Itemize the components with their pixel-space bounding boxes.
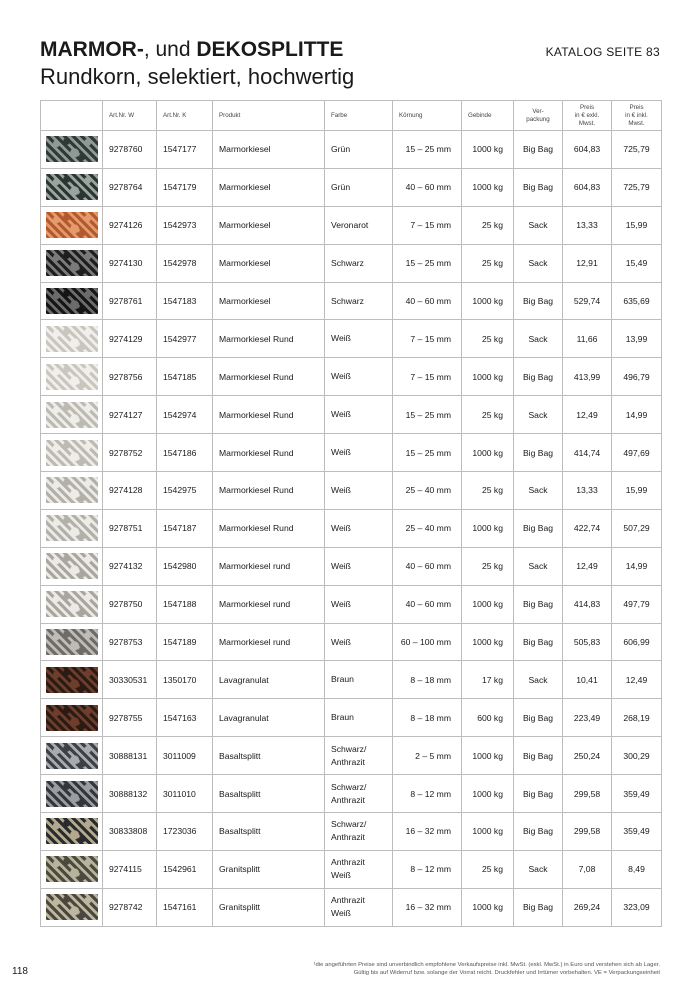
- header-preis-exkl: Preis in € exkl. Mwst.: [563, 101, 612, 131]
- cell-preis-exkl: 413,99: [563, 358, 612, 396]
- cell-artnr-w: 9274127: [103, 396, 157, 434]
- cell-koernung: 7 – 15 mm: [393, 358, 462, 396]
- cell-produkt: Basaltsplitt: [213, 775, 325, 813]
- cell-product-image: [41, 699, 103, 737]
- cell-product-image: [41, 661, 103, 699]
- cell-koernung: 8 – 18 mm: [393, 699, 462, 737]
- cell-preis-exkl: 604,83: [563, 168, 612, 206]
- cell-preis-inkl: 15,49: [612, 244, 662, 282]
- cell-artnr-k: 1547179: [157, 168, 213, 206]
- cell-farbe: Grün: [325, 131, 393, 169]
- cell-farbe: Schwarz: [325, 282, 393, 320]
- cell-produkt: Marmorkiesel: [213, 282, 325, 320]
- cell-koernung: 2 – 5 mm: [393, 737, 462, 775]
- cell-farbe: Weiß: [325, 623, 393, 661]
- page-title: [40, 38, 343, 62]
- cell-artnr-k: 1542977: [157, 320, 213, 358]
- cell-preis-exkl: 604,83: [563, 131, 612, 169]
- cell-produkt: Basaltsplitt: [213, 737, 325, 775]
- cell-preis-exkl: 250,24: [563, 737, 612, 775]
- page-subtitle: Rundkorn, selektiert, hochwertig: [40, 64, 355, 89]
- product-swatch-image: [46, 212, 98, 238]
- cell-produkt: Granitsplitt: [213, 888, 325, 926]
- cell-preis-exkl: 223,49: [563, 699, 612, 737]
- cell-preis-exkl: 13,33: [563, 206, 612, 244]
- header-image: [41, 101, 103, 131]
- cell-preis-exkl: 10,41: [563, 661, 612, 699]
- cell-koernung: 16 – 32 mm: [393, 888, 462, 926]
- cell-artnr-k: 1542973: [157, 206, 213, 244]
- cell-preis-inkl: 725,79: [612, 168, 662, 206]
- footnote: [190, 961, 660, 977]
- cell-gebinde: 17 kg: [462, 661, 514, 699]
- cell-verpackung: Big Bag: [514, 585, 563, 623]
- cell-preis-inkl: 507,29: [612, 509, 662, 547]
- header-gebinde: Gebinde: [462, 101, 514, 131]
- product-swatch-image: [46, 402, 98, 428]
- cell-preis-exkl: 414,83: [563, 585, 612, 623]
- product-swatch-image: [46, 136, 98, 162]
- cell-farbe: Grün: [325, 168, 393, 206]
- cell-farbe: Schwarz: [325, 244, 393, 282]
- cell-artnr-w: 9278750: [103, 585, 157, 623]
- header-artnr-k: Art.Nr. K: [157, 101, 213, 131]
- cell-koernung: 60 – 100 mm: [393, 623, 462, 661]
- cell-product-image: [41, 813, 103, 851]
- product-swatch-image: [46, 553, 98, 579]
- cell-artnr-w: 9278756: [103, 358, 157, 396]
- cell-produkt: Marmorkiesel: [213, 131, 325, 169]
- cell-verpackung: Sack: [514, 206, 563, 244]
- cell-verpackung: Big Bag: [514, 737, 563, 775]
- cell-artnr-k: 1350170: [157, 661, 213, 699]
- header-artnr-w: Art.Nr. W: [103, 101, 157, 131]
- cell-koernung: 15 – 25 mm: [393, 396, 462, 434]
- cell-koernung: 15 – 25 mm: [393, 434, 462, 472]
- cell-gebinde: 1000 kg: [462, 358, 514, 396]
- cell-koernung: 8 – 12 mm: [393, 775, 462, 813]
- cell-produkt: Marmorkiesel Rund: [213, 509, 325, 547]
- title-connector: , und: [143, 38, 197, 61]
- cell-verpackung: Big Bag: [514, 131, 563, 169]
- table-row: [41, 282, 662, 320]
- cell-artnr-k: 3011009: [157, 737, 213, 775]
- cell-product-image: [41, 585, 103, 623]
- cell-artnr-w: 9278760: [103, 131, 157, 169]
- cell-preis-inkl: 8,49: [612, 850, 662, 888]
- cell-artnr-k: 1547188: [157, 585, 213, 623]
- cell-farbe: Anthrazit Weiß: [325, 888, 393, 926]
- cell-farbe: Schwarz/ Anthrazit: [325, 737, 393, 775]
- product-swatch-image: [46, 477, 98, 503]
- cell-farbe: Weiß: [325, 509, 393, 547]
- cell-product-image: [41, 737, 103, 775]
- cell-artnr-w: 9274130: [103, 244, 157, 282]
- cell-preis-inkl: 15,99: [612, 472, 662, 510]
- cell-gebinde: 1000 kg: [462, 737, 514, 775]
- table-row: [41, 244, 662, 282]
- cell-artnr-k: 1547185: [157, 358, 213, 396]
- catalog-reference: KATALOG SEITE 83: [545, 45, 660, 59]
- product-swatch-image: [46, 364, 98, 390]
- cell-produkt: Marmorkiesel Rund: [213, 396, 325, 434]
- product-swatch-image: [46, 629, 98, 655]
- cell-produkt: Marmorkiesel: [213, 244, 325, 282]
- cell-verpackung: Big Bag: [514, 358, 563, 396]
- cell-product-image: [41, 282, 103, 320]
- cell-artnr-k: 1547161: [157, 888, 213, 926]
- cell-preis-inkl: 606,99: [612, 623, 662, 661]
- cell-preis-inkl: 268,19: [612, 699, 662, 737]
- table-row: [41, 168, 662, 206]
- cell-artnr-k: 1547186: [157, 434, 213, 472]
- cell-preis-exkl: 269,24: [563, 888, 612, 926]
- cell-product-image: [41, 888, 103, 926]
- cell-produkt: Lavagranulat: [213, 699, 325, 737]
- cell-artnr-k: 1547177: [157, 131, 213, 169]
- cell-product-image: [41, 472, 103, 510]
- cell-artnr-k: 1547187: [157, 509, 213, 547]
- title-bold-deko: DEKOSPLITTE: [196, 38, 344, 61]
- cell-koernung: 15 – 25 mm: [393, 244, 462, 282]
- cell-koernung: 25 – 40 mm: [393, 472, 462, 510]
- cell-product-image: [41, 131, 103, 169]
- cell-preis-exkl: 414,74: [563, 434, 612, 472]
- product-swatch-image: [46, 894, 98, 920]
- cell-preis-inkl: 359,49: [612, 813, 662, 851]
- cell-preis-exkl: 11,66: [563, 320, 612, 358]
- product-swatch-image: [46, 818, 98, 844]
- cell-preis-exkl: 505,83: [563, 623, 612, 661]
- cell-preis-inkl: 725,79: [612, 131, 662, 169]
- cell-preis-inkl: 359,49: [612, 775, 662, 813]
- cell-artnr-w: 30330531: [103, 661, 157, 699]
- cell-preis-exkl: 299,58: [563, 775, 612, 813]
- title-bold-marmor: MARMOR-: [40, 38, 144, 61]
- cell-verpackung: Big Bag: [514, 699, 563, 737]
- table-body: [41, 131, 662, 927]
- cell-verpackung: Big Bag: [514, 434, 563, 472]
- product-swatch-image: [46, 667, 98, 693]
- cell-produkt: Marmorkiesel Rund: [213, 320, 325, 358]
- cell-artnr-w: 9278761: [103, 282, 157, 320]
- cell-farbe: Schwarz/ Anthrazit: [325, 775, 393, 813]
- cell-artnr-w: 9278764: [103, 168, 157, 206]
- cell-koernung: 40 – 60 mm: [393, 585, 462, 623]
- cell-koernung: 40 – 60 mm: [393, 282, 462, 320]
- cell-gebinde: 25 kg: [462, 320, 514, 358]
- product-table: [40, 100, 662, 927]
- cell-verpackung: Big Bag: [514, 888, 563, 926]
- cell-verpackung: Big Bag: [514, 509, 563, 547]
- table-row: [41, 585, 662, 623]
- table-row: [41, 813, 662, 851]
- cell-preis-inkl: 14,99: [612, 547, 662, 585]
- cell-gebinde: 25 kg: [462, 472, 514, 510]
- cell-preis-inkl: 12,49: [612, 661, 662, 699]
- cell-product-image: [41, 358, 103, 396]
- cell-verpackung: Sack: [514, 547, 563, 585]
- product-swatch-image: [46, 440, 98, 466]
- cell-gebinde: 1000 kg: [462, 282, 514, 320]
- cell-product-image: [41, 396, 103, 434]
- footnote-line-2: Gültig bis auf Widerruf bzw. solange der Vorrat reicht. Druckfehler und Irrtümer vorbehalten. VE = Verpackungseinheit: [353, 970, 660, 976]
- cell-preis-exkl: 12,49: [563, 396, 612, 434]
- cell-artnr-w: 9274132: [103, 547, 157, 585]
- cell-produkt: Marmorkiesel rund: [213, 547, 325, 585]
- cell-produkt: Marmorkiesel rund: [213, 623, 325, 661]
- cell-koernung: 16 – 32 mm: [393, 813, 462, 851]
- cell-artnr-k: 1542975: [157, 472, 213, 510]
- table-header-row: [41, 101, 662, 131]
- cell-verpackung: Sack: [514, 850, 563, 888]
- cell-farbe: Anthrazit Weiß: [325, 850, 393, 888]
- cell-gebinde: 1000 kg: [462, 775, 514, 813]
- cell-artnr-k: 1542980: [157, 547, 213, 585]
- cell-product-image: [41, 623, 103, 661]
- cell-koernung: 15 – 25 mm: [393, 131, 462, 169]
- cell-farbe: Veronarot: [325, 206, 393, 244]
- cell-artnr-w: 9278751: [103, 509, 157, 547]
- cell-gebinde: 25 kg: [462, 244, 514, 282]
- cell-verpackung: Big Bag: [514, 813, 563, 851]
- cell-artnr-k: 1542978: [157, 244, 213, 282]
- cell-artnr-k: 1547189: [157, 623, 213, 661]
- cell-farbe: Schwarz/ Anthrazit: [325, 813, 393, 851]
- cell-produkt: Marmorkiesel: [213, 206, 325, 244]
- cell-koernung: 7 – 15 mm: [393, 320, 462, 358]
- cell-farbe: Weiß: [325, 547, 393, 585]
- table-row: [41, 737, 662, 775]
- cell-verpackung: Sack: [514, 396, 563, 434]
- cell-artnr-w: 9274129: [103, 320, 157, 358]
- cell-product-image: [41, 206, 103, 244]
- table-row: [41, 358, 662, 396]
- table-row: [41, 472, 662, 510]
- cell-gebinde: 1000 kg: [462, 813, 514, 851]
- cell-gebinde: 1000 kg: [462, 434, 514, 472]
- cell-produkt: Granitsplitt: [213, 850, 325, 888]
- product-swatch-image: [46, 326, 98, 352]
- cell-preis-inkl: 13,99: [612, 320, 662, 358]
- page-number: 118: [12, 966, 28, 977]
- cell-preis-exkl: 529,74: [563, 282, 612, 320]
- cell-preis-exkl: 299,58: [563, 813, 612, 851]
- cell-koernung: 40 – 60 mm: [393, 547, 462, 585]
- cell-gebinde: 1000 kg: [462, 623, 514, 661]
- cell-artnr-k: 1542961: [157, 850, 213, 888]
- cell-preis-inkl: 496,79: [612, 358, 662, 396]
- cell-preis-inkl: 635,69: [612, 282, 662, 320]
- cell-koernung: 7 – 15 mm: [393, 206, 462, 244]
- cell-preis-inkl: 323,09: [612, 888, 662, 926]
- cell-produkt: Marmorkiesel Rund: [213, 434, 325, 472]
- cell-preis-exkl: 12,91: [563, 244, 612, 282]
- table-row: [41, 547, 662, 585]
- table-row: [41, 850, 662, 888]
- header-farbe: Farbe: [325, 101, 393, 131]
- cell-gebinde: 1000 kg: [462, 168, 514, 206]
- cell-product-image: [41, 509, 103, 547]
- cell-artnr-w: 9274115: [103, 850, 157, 888]
- cell-produkt: Marmorkiesel rund: [213, 585, 325, 623]
- cell-artnr-w: 9278753: [103, 623, 157, 661]
- cell-artnr-k: 1547163: [157, 699, 213, 737]
- cell-farbe: Weiß: [325, 472, 393, 510]
- footnote-line-1: ¹die angeführten Preise sind unverbindlich empfohlene Verkaufspreise inkl. MwSt. (exkl. MwSt.) in Euro und verstehen sich ab Lager.: [313, 962, 660, 968]
- cell-product-image: [41, 547, 103, 585]
- cell-preis-exkl: 13,33: [563, 472, 612, 510]
- cell-artnr-k: 1723036: [157, 813, 213, 851]
- cell-preis-inkl: 497,79: [612, 585, 662, 623]
- cell-product-image: [41, 434, 103, 472]
- cell-koernung: 8 – 12 mm: [393, 850, 462, 888]
- table-row: [41, 888, 662, 926]
- cell-gebinde: 1000 kg: [462, 888, 514, 926]
- cell-produkt: Lavagranulat: [213, 661, 325, 699]
- cell-verpackung: Sack: [514, 472, 563, 510]
- cell-farbe: Weiß: [325, 434, 393, 472]
- cell-koernung: 8 – 18 mm: [393, 661, 462, 699]
- cell-artnr-w: 30833808: [103, 813, 157, 851]
- cell-artnr-k: 3011010: [157, 775, 213, 813]
- cell-produkt: Basaltsplitt: [213, 813, 325, 851]
- cell-verpackung: Big Bag: [514, 282, 563, 320]
- cell-verpackung: Sack: [514, 661, 563, 699]
- cell-verpackung: Big Bag: [514, 775, 563, 813]
- product-swatch-image: [46, 705, 98, 731]
- cell-artnr-w: 30888132: [103, 775, 157, 813]
- cell-produkt: Marmorkiesel Rund: [213, 472, 325, 510]
- cell-preis-exkl: 422,74: [563, 509, 612, 547]
- header-verpackung: Ver- packung: [514, 101, 563, 131]
- cell-gebinde: 1000 kg: [462, 585, 514, 623]
- cell-gebinde: 1000 kg: [462, 509, 514, 547]
- table-row: [41, 206, 662, 244]
- cell-verpackung: Big Bag: [514, 623, 563, 661]
- product-swatch-image: [46, 174, 98, 200]
- table-row: [41, 661, 662, 699]
- cell-verpackung: Sack: [514, 320, 563, 358]
- cell-artnr-w: 9274126: [103, 206, 157, 244]
- table-row: [41, 131, 662, 169]
- cell-product-image: [41, 850, 103, 888]
- cell-preis-exkl: 7,08: [563, 850, 612, 888]
- product-swatch-image: [46, 781, 98, 807]
- product-swatch-image: [46, 856, 98, 882]
- cell-preis-inkl: 15,99: [612, 206, 662, 244]
- cell-gebinde: 1000 kg: [462, 131, 514, 169]
- table-row: [41, 320, 662, 358]
- product-swatch-image: [46, 743, 98, 769]
- cell-produkt: Marmorkiesel: [213, 168, 325, 206]
- product-swatch-image: [46, 515, 98, 541]
- header-koernung: Körnung: [393, 101, 462, 131]
- cell-product-image: [41, 320, 103, 358]
- table-row: [41, 434, 662, 472]
- cell-farbe: Weiß: [325, 585, 393, 623]
- cell-product-image: [41, 244, 103, 282]
- cell-preis-exkl: 12,49: [563, 547, 612, 585]
- cell-verpackung: Sack: [514, 244, 563, 282]
- table-row: [41, 775, 662, 813]
- cell-farbe: Braun: [325, 661, 393, 699]
- cell-artnr-w: 9274128: [103, 472, 157, 510]
- cell-koernung: 25 – 40 mm: [393, 509, 462, 547]
- cell-product-image: [41, 168, 103, 206]
- cell-artnr-w: 9278752: [103, 434, 157, 472]
- header-preis-inkl: Preis in € inkl. Mwst.: [612, 101, 662, 131]
- header-produkt: Produkt: [213, 101, 325, 131]
- cell-artnr-w: 9278755: [103, 699, 157, 737]
- product-swatch-image: [46, 591, 98, 617]
- cell-preis-inkl: 497,69: [612, 434, 662, 472]
- cell-artnr-k: 1547183: [157, 282, 213, 320]
- cell-gebinde: 25 kg: [462, 850, 514, 888]
- cell-gebinde: 25 kg: [462, 396, 514, 434]
- cell-koernung: 40 – 60 mm: [393, 168, 462, 206]
- cell-produkt: Marmorkiesel Rund: [213, 358, 325, 396]
- cell-farbe: Weiß: [325, 358, 393, 396]
- cell-verpackung: Big Bag: [514, 168, 563, 206]
- cell-product-image: [41, 775, 103, 813]
- cell-farbe: Weiß: [325, 320, 393, 358]
- cell-artnr-w: 30888131: [103, 737, 157, 775]
- table-row: [41, 509, 662, 547]
- cell-farbe: Braun: [325, 699, 393, 737]
- cell-farbe: Weiß: [325, 396, 393, 434]
- cell-preis-inkl: 14,99: [612, 396, 662, 434]
- cell-gebinde: 25 kg: [462, 547, 514, 585]
- product-swatch-image: [46, 288, 98, 314]
- table-row: [41, 623, 662, 661]
- cell-gebinde: 25 kg: [462, 206, 514, 244]
- cell-artnr-k: 1542974: [157, 396, 213, 434]
- cell-preis-inkl: 300,29: [612, 737, 662, 775]
- cell-artnr-w: 9278742: [103, 888, 157, 926]
- cell-gebinde: 600 kg: [462, 699, 514, 737]
- table-row: [41, 396, 662, 434]
- table-row: [41, 699, 662, 737]
- product-swatch-image: [46, 250, 98, 276]
